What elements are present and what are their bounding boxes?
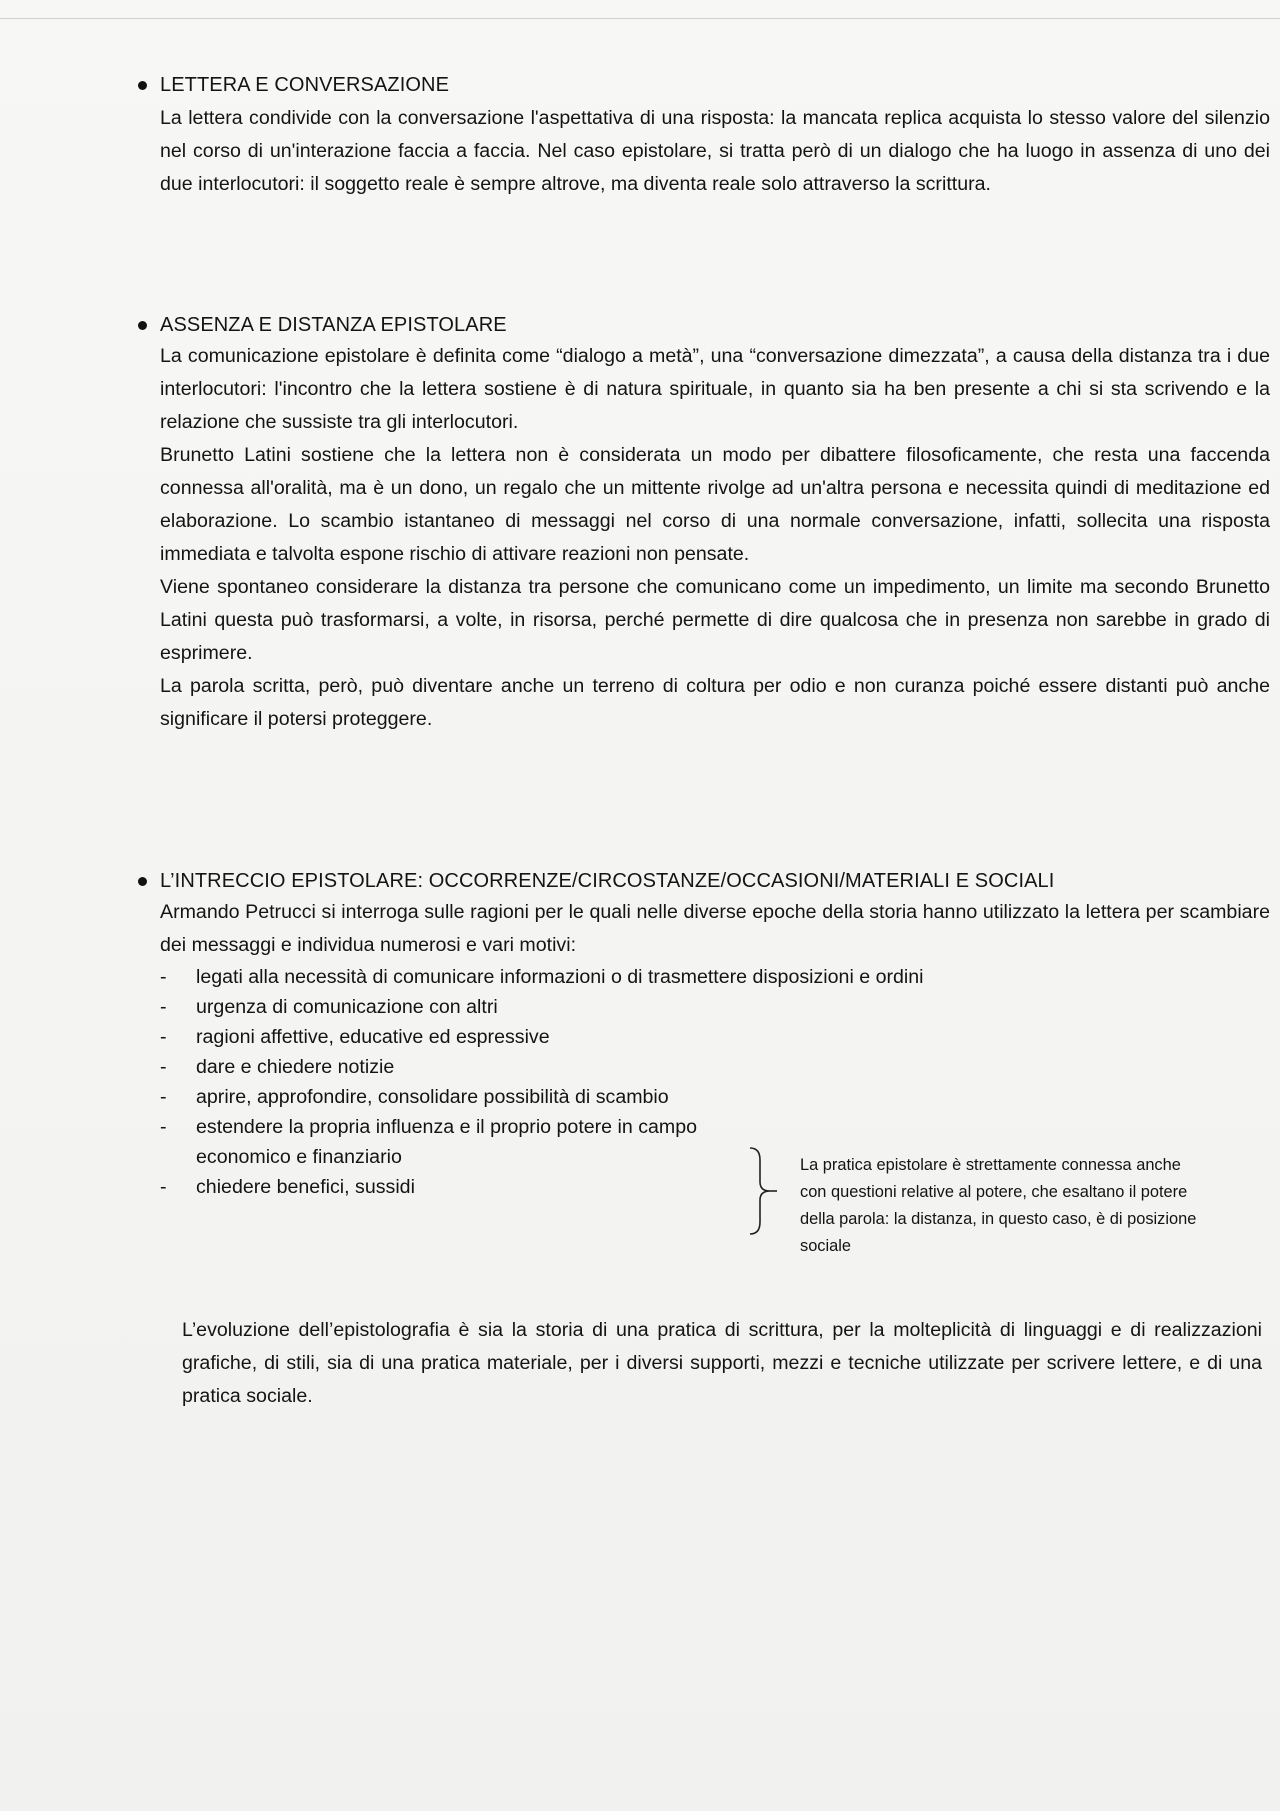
- page-edge: [0, 18, 1280, 19]
- list-item-text: chiedere benefici, sussidi: [196, 1176, 415, 1198]
- section-heading: [160, 72, 1270, 98]
- brace-icon: [748, 1146, 778, 1236]
- list-item-text: legati alla necessità di comunicare informazioni o di trasmettere disposizioni e ordini: [196, 966, 924, 988]
- list-item: [160, 1082, 740, 1112]
- side-note: La pratica epistolare è strettamente connessa anche con questioni relative al potere, che esaltano il potere della parola: la distanza, in questo caso, è di posizione sociale: [800, 1156, 1197, 1255]
- list-item-text: aprire, approfondire, consolidare possibilità di scambio: [196, 1086, 669, 1108]
- dash-marker: -: [160, 1176, 167, 1198]
- list-item: [160, 1052, 740, 1082]
- paragraph-text: La lettera condivide con la conversazione l'aspettativa di una risposta: la mancata replica acquista lo stesso valore del silenzio nel corso di un'interazione faccia a faccia. Nel caso epistolare, si tratta però di un dialogo che ha luogo in assenza di uno dei due interlocutori: il soggetto reale è sempre altrove, ma diventa reale solo attraverso la scrittura.: [160, 107, 1270, 195]
- bullet-icon: [138, 877, 147, 886]
- heading-text: ASSENZA E DISTANZA EPISTOLARE: [160, 314, 507, 336]
- section-lettera-conversazione: [160, 72, 1270, 201]
- section-assenza-distanza: [160, 312, 1270, 736]
- paragraph-text: L’evoluzione dell’epistolografia è sia la storia di una pratica di scrittura, per la molteplicità di linguaggi e di realizzazioni grafiche, di stili, sia di una pratica materiale, per i diversi supporti, mezzi e tecniche utilizzate per scrivere lettere, e di una pratica sociale.: [182, 1319, 1262, 1407]
- bullet-icon: [138, 321, 147, 330]
- reasons-list: [160, 962, 924, 1202]
- paragraph-group: [160, 340, 1270, 736]
- paragraph-2: Brunetto Latini sostiene che la lettera non è considerata un modo per dibattere filosoficamente, che resta una faccenda connessa all'oralità, ma è un dono, un regalo che un mittente rivolge ad un'altra persona e necessita quindi di meditazione ed elaborazione. Lo scambio istantaneo di messaggi nel corso di una normale conversazione, infatti, sollecita una risposta immediata e talvolta espone rischio di attivare reazioni non pensate.: [160, 444, 1270, 565]
- section-evoluzione: [182, 1314, 1262, 1413]
- list-item: [160, 1022, 740, 1052]
- paragraph: [160, 102, 1270, 201]
- paragraph: [182, 1314, 1262, 1413]
- paragraph-1: La comunicazione epistolare è definita come “dialogo a metà”, una “conversazione dimezzata”, a causa della distanza tra i due interlocutori: l'incontro che la lettera sostiene è di natura spirituale, in quanto sia ha ben presente a chi si sta scrivendo e la relazione che sussiste tra gli interlocutori.: [160, 345, 1270, 433]
- dash-marker: -: [160, 1026, 167, 1048]
- paragraph-4: La parola scritta, però, può diventare anche un terreno di coltura per odio e non curanza poiché essere distanti può anche significare il potersi proteggere.: [160, 675, 1270, 730]
- list-item-text: ragioni affettive, educative ed espressive: [196, 1026, 550, 1048]
- list-item: [160, 1112, 740, 1172]
- dash-marker: -: [160, 996, 167, 1018]
- bullet-icon: [138, 81, 147, 90]
- dash-marker: -: [160, 1056, 167, 1078]
- section-heading: [160, 312, 1270, 338]
- list-item: [160, 962, 1196, 992]
- heading-text: L’INTRECCIO EPISTOLARE: OCCORRENZE/CIRCOSTANZE/OCCASIONI/MATERIALI E SOCIALI: [160, 870, 1055, 892]
- list-item-text: estendere la propria influenza e il proprio potere in campo economico e finanziario: [196, 1116, 698, 1168]
- heading-text: LETTERA E CONVERSAZIONE: [160, 74, 450, 96]
- list-item-text: dare e chiedere notizie: [196, 1056, 395, 1078]
- list-item: [160, 992, 740, 1022]
- paragraph: [160, 896, 1270, 962]
- paragraph-text: Armando Petrucci si interroga sulle ragioni per le quali nelle diverse epoche della storia hanno utilizzato la lettera per scambiare dei messaggi e individua numerosi e vari motivi:: [160, 901, 1270, 956]
- dash-marker: -: [160, 966, 167, 988]
- dash-marker: -: [160, 1086, 167, 1108]
- paragraph-3: Viene spontaneo considerare la distanza tra persone che comunicano come un impedimento, un limite ma secondo Brunetto Latini questa può trasformarsi, a volte, in risorsa, perché permette di dire qualcosa che in presenza non sarebbe in grado di esprimere.: [160, 576, 1270, 664]
- dash-marker: -: [160, 1116, 167, 1138]
- list-item-text: urgenza di comunicazione con altri: [196, 996, 498, 1018]
- section-heading: [160, 868, 1270, 894]
- list-item: [160, 1172, 740, 1202]
